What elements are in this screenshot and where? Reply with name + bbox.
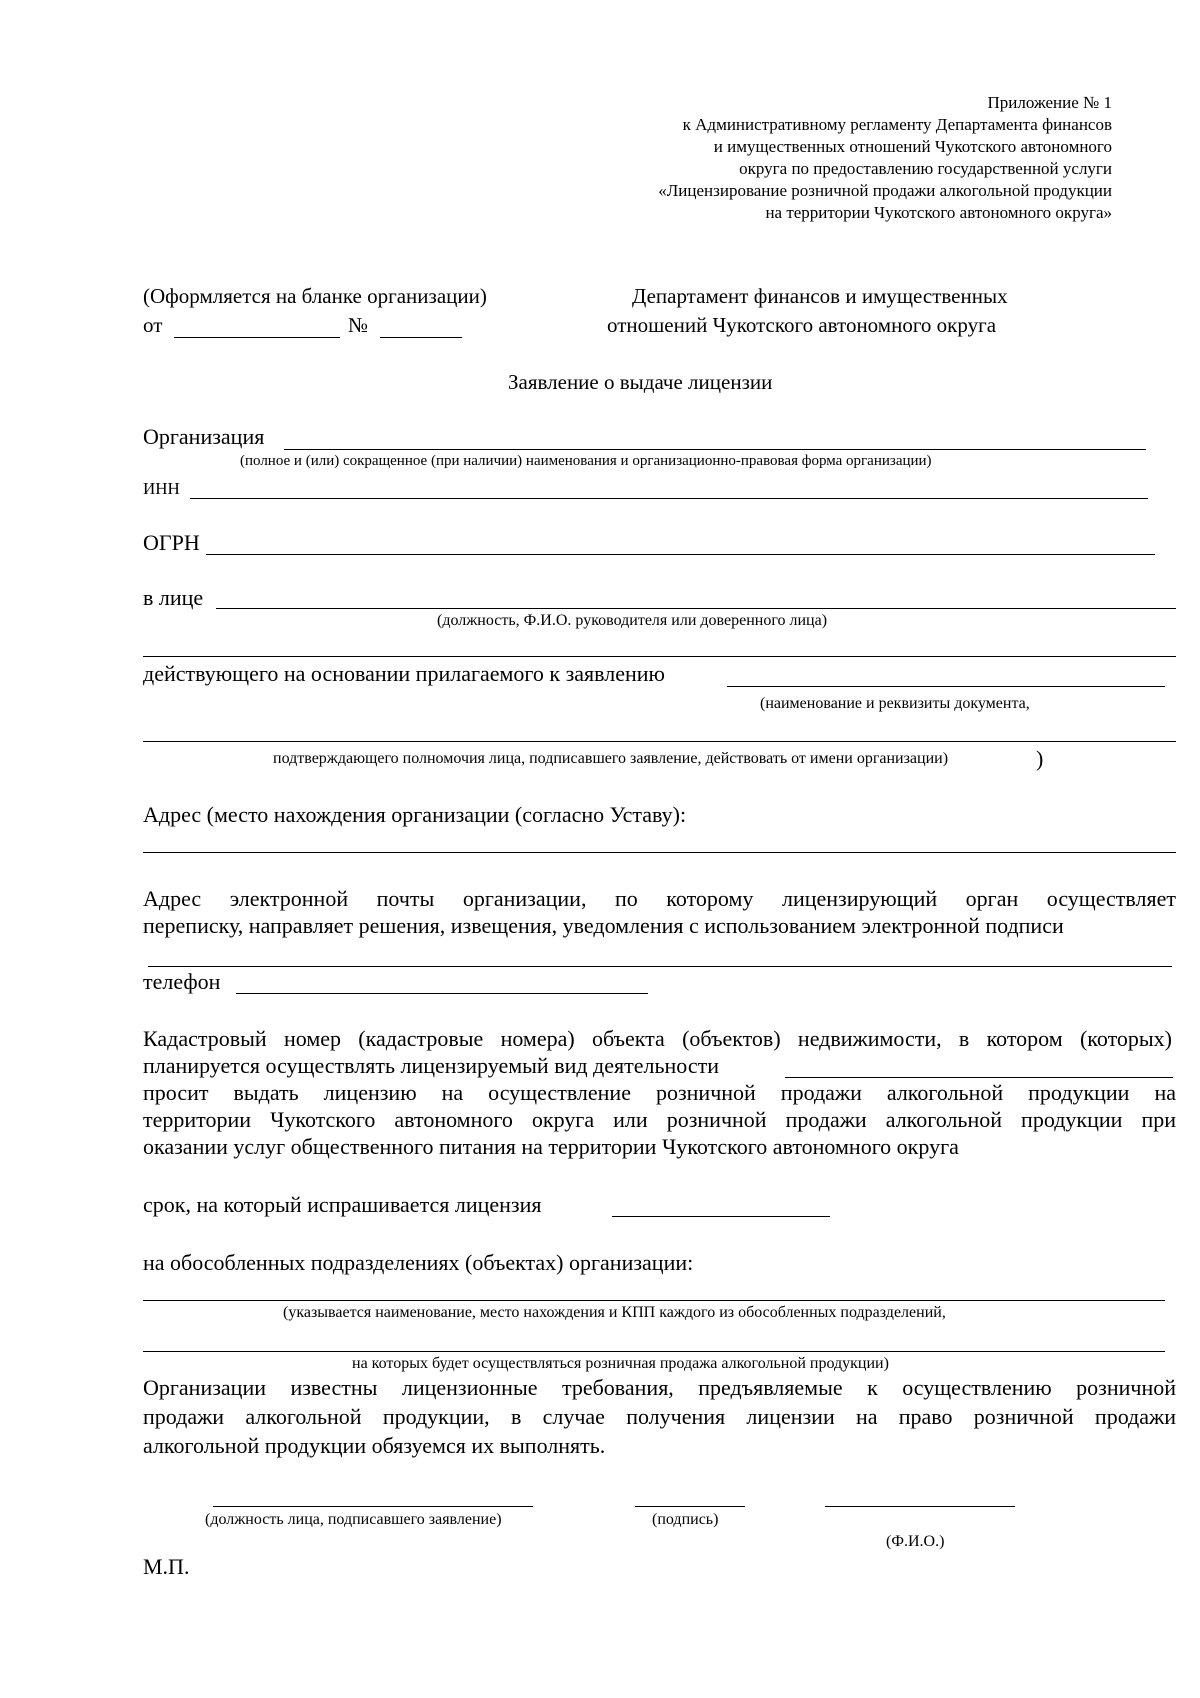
appendix-line: на территории Чукотского автономного округа» [765, 203, 1112, 222]
branches-hint2: на которых будет осуществляться розничная продажа алкогольной продукции) [352, 1355, 889, 1372]
document-title: Заявление о выдаче лицензии [508, 370, 773, 394]
obligation-line3: алкогольной продукции обязуемся их выполнять. [143, 1433, 606, 1458]
request-line3: оказании услуг общественного питания на территории Чукотского автономного округа [143, 1134, 959, 1159]
branches-hint1: (указывается наименование, место нахождения и КПП каждого из обособленных подразделений, [283, 1304, 946, 1321]
signature-field[interactable] [635, 1506, 745, 1507]
address-label: Адрес (место нахождения организации (согласно Уставу): [143, 802, 687, 827]
basis-field[interactable] [727, 686, 1165, 687]
signer-name-field[interactable] [825, 1506, 1015, 1507]
ogrn-label: ОГРН [143, 530, 200, 555]
basis-hint2: подтверждающего полномочия лица, подписавшего заявление, действовать от имени организации) [273, 750, 949, 767]
email-line1: Адрес электронной почты организации, по которому лицензирующий орган осуществляет [143, 886, 1176, 911]
request-line1: просит выдать лицензию на осуществление розничной продажи алкогольной продукции на [143, 1080, 1176, 1105]
branches-label: на обособленных подразделениях (объектах) организации: [143, 1250, 694, 1275]
organization-hint: (полное и (или) сокращенное (при наличии) наименования и организационно-правовая форма организации) [240, 453, 932, 469]
appendix-line: к Административному регламенту Департамента финансов [682, 115, 1112, 134]
appendix-line: и имущественных отношений Чукотского автономного [713, 137, 1112, 156]
blank-note: (Оформляется на бланке организации) [143, 284, 487, 308]
person-field-continuation[interactable] [143, 656, 1176, 657]
phone-field[interactable] [236, 993, 648, 994]
date-field[interactable] [174, 337, 340, 338]
from-label: от [143, 313, 163, 337]
organization-label: Организация [143, 424, 265, 449]
name-hint: (Ф.И.О.) [886, 1533, 945, 1550]
inn-label: ИНН [143, 479, 180, 498]
email-field[interactable] [148, 966, 1172, 967]
cadastral-line1: Кадастровый номер (кадастровые номера) объекта (объектов) недвижимости, в котором (которых) [143, 1026, 1172, 1051]
addressee-line1: Департамент финансов и имущественных [632, 284, 1008, 308]
person-hint: (должность, Ф.И.О. руководителя или доверенного лица) [437, 612, 828, 629]
basis-field-continuation[interactable] [143, 741, 1176, 742]
term-field[interactable] [612, 1216, 830, 1217]
basis-label: действующего на основании прилагаемого к заявлению [143, 661, 665, 686]
person-label: в лице [143, 585, 204, 610]
cadastral-line2: планируется осуществлять лицензируемый вид деятельности [143, 1053, 719, 1078]
number-field[interactable] [380, 337, 462, 338]
inn-field[interactable] [190, 498, 1148, 499]
obligation-line2: продажи алкогольной продукции, в случае получения лицензии на право розничной продажи [143, 1404, 1176, 1429]
cadastral-field[interactable] [785, 1077, 1173, 1078]
term-label: срок, на который испрашивается лицензия [143, 1192, 542, 1217]
ogrn-field[interactable] [206, 554, 1155, 555]
address-field[interactable] [143, 852, 1176, 853]
branches-field[interactable] [143, 1300, 1165, 1301]
number-label: № [348, 313, 369, 337]
person-field[interactable] [216, 608, 1176, 609]
appendix-line: округа по предоставлению государственной услуги [739, 159, 1112, 178]
organization-field[interactable] [284, 449, 1146, 450]
appendix-line: Приложение № 1 [987, 93, 1112, 112]
closing-parenthesis: ) [1036, 746, 1044, 771]
phone-label: телефон [143, 969, 221, 994]
basis-hint: (наименование и реквизиты документа, [760, 695, 1030, 712]
position-hint: (должность лица, подписавшего заявление) [205, 1511, 502, 1528]
addressee-line2: отношений Чукотского автономного округа [607, 313, 997, 337]
appendix-line: «Лицензирование розничной продажи алкогольной продукции [658, 181, 1112, 200]
email-line2: переписку, направляет решения, извещения, уведомления с использованием электронной подписи [143, 913, 1064, 938]
stamp-label: М.П. [143, 1554, 190, 1579]
branches-field-continuation[interactable] [143, 1351, 1165, 1352]
signature-hint: (подпись) [652, 1511, 719, 1528]
obligation-line1: Организации известны лицензионные требования, предъявляемые к осуществлению розничной [143, 1375, 1176, 1400]
request-line2: территории Чукотского автономного округа или розничной продажи алкогольной продукции при [143, 1107, 1176, 1132]
signer-position-field[interactable] [213, 1506, 533, 1507]
